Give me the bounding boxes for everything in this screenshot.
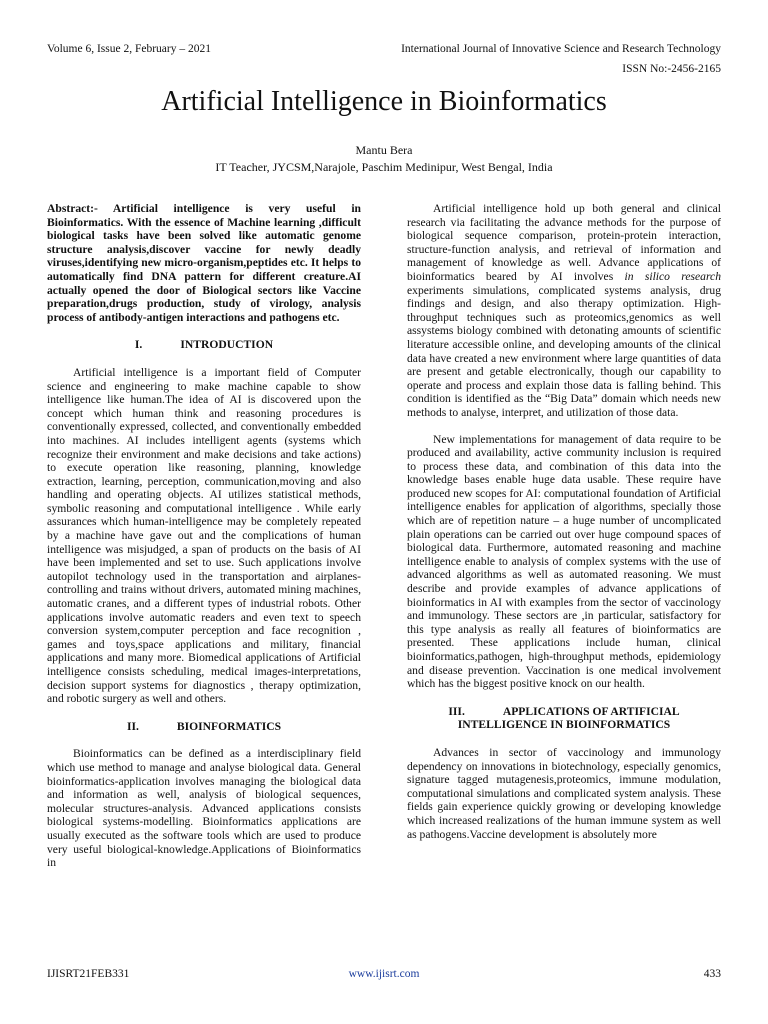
abstract: Abstract:- Artificial intelligence is very useful in Bioinformatics. With the essence of Machine learning ,difficult biological tasks have been solved like automatic genome structure analysis,discover vaccine for newly deadly viruses,identifying new micro-organism,peptides etc. It helps to automatically find DNA pattern for different creature.AI actually opened the door of Biological sectors like Vaccine preparation,drugs production, study of virology, analysis process of antibody-antigen interactions and pathogens etc. (47, 202, 361, 324)
author-affiliation: IT Teacher, JYCSM,Narajole, Paschim Medinipur, West Bengal, India (215, 160, 553, 174)
paragraph-text: experiments simulations, complicated systems analysis, drug findings and design, and also therapy optimization. High-throughput techniques such as proteomics,genomics as well assystems biology combined with detonating amounts of scientific literature accessible online, and developing amounts of the clinical data have created a new environment where large quantities of data are present and getable electronically, though our capability to operate and process and explain those data is falling behind. This condition is identified as the “Big Data” domain which needs new methods to analyse, interpret, and utilization of those data. (407, 283, 721, 419)
author-name: Mantu Bera (355, 143, 413, 157)
paper-id: IJISRT21FEB331 (47, 968, 130, 980)
paragraph-text: Artificial intelligence hold up both general and clinical research via facilitating the advance methods for the purpose of biological sequence comparison, protein-protein interaction, structure-function analysis, and retrieval of information and management of knowledge as well. Advance applications of bioinformatics beared by AI involves (407, 202, 721, 283)
section-heading-applications (407, 705, 721, 732)
section-title: INTRODUCTION (180, 338, 274, 352)
journal-volume: Volume 6, Issue 2, February – 2021 (47, 43, 211, 55)
vaccinology-paragraph: Advances in sector of vaccinology and immunology dependency on innovations in biotechnology, especially genomics, signature tagged mutagenesis,proteomics, immune modulation, computational simulations and complicated system analysis. These fields gain experience quickly growing or developing knowledge which increased realizations of the human immune system as well as pathogens.Vaccine development is absolutely more (407, 745, 721, 841)
section-heading-introduction (47, 338, 361, 352)
left-column (47, 202, 361, 870)
section-title-line2: INTELLIGENCE IN BIOINFORMATICS (457, 718, 671, 732)
ai-research-paragraph (407, 202, 721, 420)
right-column (407, 202, 721, 841)
journal-name: International Journal of Innovative Science and Research Technology (401, 43, 721, 55)
journal-issn: ISSN No:-2456-2165 (622, 63, 721, 75)
introduction-paragraph: Artificial intelligence is a important field of Computer science and engineering to make machine capable to show intelligence like human.The idea of AI is discovered upon the concept which human think and reasoning procedures is conventionally expressed, collected, and conventionally embedded into machines. AI includes intelligent agents (systems which recognize their environment and make decisions and take actions) to execute operation like reasoning, planning, knowledge extraction, learning, perception, communication,moving and also handling and operating objects. AI utilizes statistical methods, symbolic reasoning and computational intelligence . While early assurances which human-intelligence may be completely repeated by a machine have gave out and the complications of human intelligence was misjudged, a span of products on the basis of AI have been implemented and set to use. Such applications involve autopilot technology used in the transportation and airplanes-controlling and trains without drivers, automated mining machines, automatic cranes, and a different types of industrial robots. Other applications involve automatic readers and even text to speech conversion system,computer perception and face recognition , games and toys,space applications and military, financial applications and many more. Biomedical applications of Artificial intelligence consists scheduling, medical images-interpretations, decision support systems for diagnostics , therapy optimization, and robotic surgery as well and others. (47, 365, 361, 706)
paragraph-gap (407, 420, 721, 433)
section-title: BIOINFORMATICS (176, 719, 282, 733)
paper-title: Artificial Intelligence in Bioinformatics (161, 86, 607, 117)
page-number: 433 (703, 968, 721, 980)
section-number: I. (134, 338, 143, 352)
section-number: III. (448, 704, 465, 718)
bioinformatics-paragraph: Bioinformatics can be defined as a interdisciplinary field which use method to manage and analyse biological data. General bioinformatics-application involves managing the biological data and information as well, analysis of biological sequences, molecular structures-analysis. Advanced applications consists biological systems-modelling. Bioinformatics applications are usually executed as the software tools which are used to produce very useful biological-knowledge.Applications of Bioinformatics in (47, 747, 361, 870)
section-heading-bioinformatics (47, 720, 361, 734)
section-number: II. (126, 719, 139, 733)
emphasis-text: in silico research (624, 269, 721, 283)
section-title: APPLICATIONS OF ARTIFICIAL (502, 704, 680, 718)
journal-website-link[interactable]: www.ijisrt.com (348, 968, 420, 980)
data-management-paragraph: New implementations for management of data require to be produced and availability, active community inclusion is required to process these data, and combination of this data into the knowledge bases enable huge data usable. These require have produced new scopes for AI: computational foundation of Artificial intelligence enables for application of algorithms, specially those which are of repetition nature – a huge number of uncomplicated plain operations can be carried out over huge compound spaces of biological data. Furthermore, automated reasoning and machine intelligence enable to analysis of complex systems with the use of advanced algorithms as well as automated reasoning. We must describe and provide examples of advance applications of bioinformatics in AI with examples from the sector of vaccinology and immunology. These sectors are ,in particular, satisfactory for this type analysis as really all features of bioinformatics are presented. These applications include human, clinical bioinformatics,pathogen, high-throughput methods, epidemiology and disease prevention. Vaccination is one medical involvement which has the biggest positive knock on our health. (407, 432, 721, 691)
